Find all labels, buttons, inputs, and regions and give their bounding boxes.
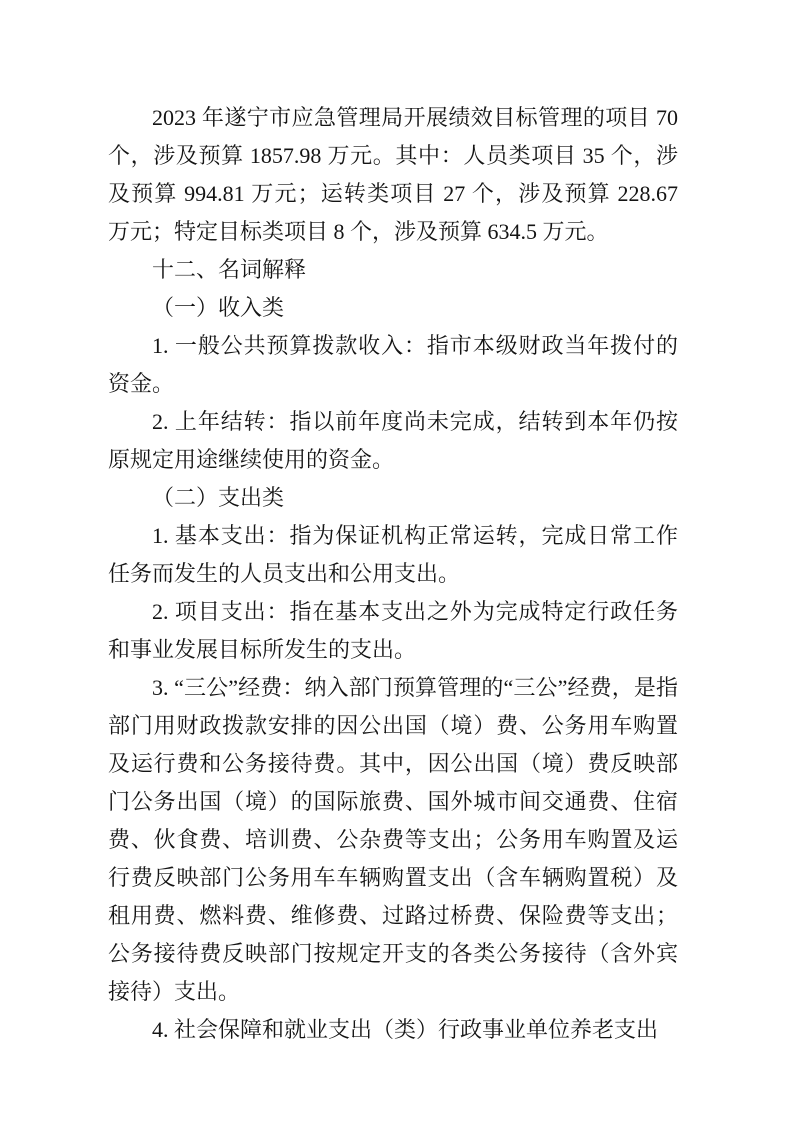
expenditure-item-2: 2. 项目支出：指在基本支出之外为完成特定行政任务和事业发展目标所发生的支出。: [108, 599, 678, 662]
subsection-title-expenditure: （二）支出类: [152, 485, 285, 510]
section-heading: 十二、名词解释: [152, 257, 307, 282]
expenditure-item-4: 4. 社会保障和就业支出（类）行政事业单位养老支出: [152, 1017, 659, 1042]
intro-paragraph: 2023 年遂宁市应急管理局开展绩效目标管理的项目 70 个，涉及预算 1857.98 万元。其中：人员类项目 35 个，涉及预算 994.81 万元；运转类项目 27 个，涉及预算 228.67 万元；特定目标类项目 8 个，涉及预算 634.5 万元。: [108, 105, 678, 244]
page-content: [108, 99, 678, 1049]
expenditure-item-3: 3. “三公”经费：纳入部门预算管理的“三公”经费，是指部门用财政拨款安排的因公出国（境）费、公务用车购置及运行费和公务接待费。其中，因公出国（境）费反映部门公务出国（境）的国际旅费、国外城市间交通费、住宿费、伙食费、培训费、公杂费等支出；公务用车购置及运行费反映部门公务用车车辆购置支出（含车辆购置税）及租用费、燃料费、维修费、过路过桥费、保险费等支出；公务接待费反映部门按规定开支的各类公务接待（含外宾接待）支出。: [108, 675, 678, 1004]
income-item-2: 2. 上年结转：指以前年度尚未完成，结转到本年仍按原规定用途继续使用的资金。: [108, 409, 678, 472]
subsection-title-income: （一）收入类: [152, 295, 285, 320]
expenditure-item-1: 1. 基本支出：指为保证机构正常运转，完成日常工作任务而发生的人员支出和公用支出。: [108, 523, 678, 586]
income-item-1: 1. 一般公共预算拨款收入：指市本级财政当年拨付的资金。: [108, 333, 678, 396]
